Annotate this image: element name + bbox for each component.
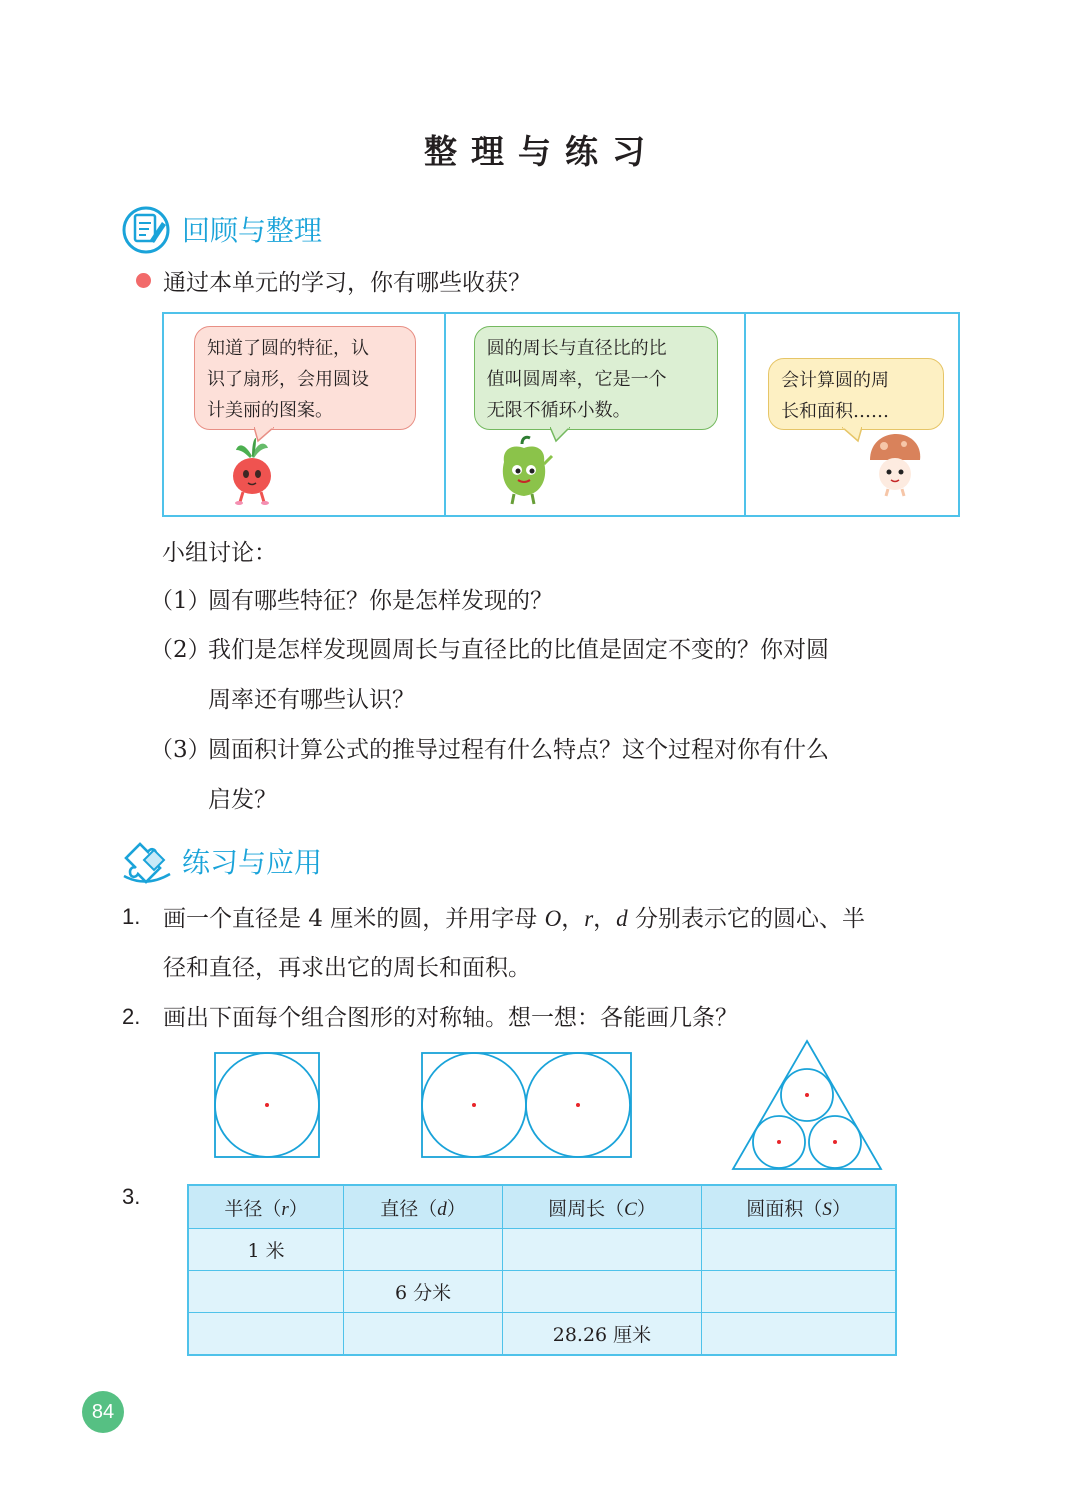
exercise-1	[163, 894, 865, 993]
header-area	[702, 1185, 896, 1229]
header-close: ）	[288, 1197, 308, 1220]
bubble-2-line-2: 值叫圆周率，它是一个	[486, 369, 667, 390]
radish-character-icon	[222, 434, 282, 506]
item-text-cont: 周率还有哪些认识？	[208, 687, 415, 713]
bubble-3-line-1: 会计算圆的周	[781, 370, 890, 391]
var-d: d	[616, 906, 628, 931]
header-diameter	[344, 1185, 503, 1229]
bubble-3-line-2: 长和面积……	[781, 401, 890, 422]
table-cell	[702, 1229, 896, 1271]
speech-bubble-1	[194, 326, 416, 430]
review-box	[162, 312, 960, 517]
exercise-1-number: 1.	[122, 904, 141, 929]
item-number: （2）	[150, 637, 211, 663]
mushroom-character-icon	[864, 432, 926, 498]
header-radius	[188, 1185, 344, 1229]
item-text: 圆面积计算公式的推导过程有什么特点？这个过程对你有什么	[208, 737, 829, 763]
center-dot	[265, 1103, 269, 1107]
header-var: C	[624, 1198, 637, 1220]
item-text-cont: 启发？	[208, 787, 277, 813]
practice-section-header	[120, 836, 322, 886]
notebook-pencil-icon	[120, 204, 174, 254]
exercise-1-line-2: 径和直径，再求出它的周长和面积。	[163, 955, 531, 981]
table-cell: 6 分米	[344, 1271, 503, 1313]
bubble-tail-icon	[842, 427, 862, 443]
page-title: 整理与练习	[424, 132, 659, 171]
table-cell	[502, 1229, 701, 1271]
bubble-2-line-3: 无限不循环小数。	[486, 400, 631, 421]
header-text: 圆周长（	[548, 1197, 625, 1220]
center-dot	[576, 1103, 580, 1107]
discussion-heading: 小组讨论：	[162, 540, 277, 566]
header-text: 半径（	[224, 1197, 282, 1220]
bullet-dot-icon	[136, 273, 151, 288]
table-row	[188, 1271, 896, 1313]
exercise-3-number: 3.	[122, 1184, 141, 1209]
figure-circle-in-square	[213, 1051, 323, 1161]
center-dot	[805, 1093, 809, 1097]
center-dot	[777, 1140, 781, 1144]
table-cell	[188, 1313, 344, 1356]
separator: ，	[593, 906, 617, 932]
review-heading: 回顾与整理	[182, 214, 323, 247]
header-circumference	[502, 1185, 701, 1229]
var-r: r	[584, 906, 594, 931]
discussion-item-3	[150, 725, 829, 825]
table-row	[188, 1313, 896, 1356]
table-cell	[344, 1313, 503, 1356]
table-cell	[702, 1271, 896, 1313]
table-cell: 1 米	[188, 1229, 344, 1271]
var-o: O	[544, 906, 562, 931]
bubble-1-line-3: 计美丽的图案。	[207, 400, 333, 421]
table-row	[188, 1229, 896, 1271]
speech-bubble-3	[768, 358, 944, 430]
discussion-item-1	[150, 576, 553, 626]
review-prompt-line	[136, 264, 531, 297]
bubble-1-line-1: 知道了圆的特征，认	[207, 338, 369, 359]
header-close: ）	[831, 1197, 851, 1220]
review-cell-2	[444, 314, 744, 515]
circle-measurements-table	[187, 1184, 897, 1356]
bubble-2-line-1: 圆的周长与直径比的比	[486, 338, 667, 359]
practice-heading: 练习与应用	[182, 846, 323, 879]
center-dot	[472, 1103, 476, 1107]
exercise-2-number: 2.	[122, 1004, 141, 1029]
figure-two-circles-in-rectangle	[420, 1051, 634, 1161]
item-number: （3）	[150, 737, 211, 763]
figure-three-circles-in-triangle	[730, 1038, 884, 1172]
header-var: S	[822, 1198, 832, 1220]
pepper-character-icon	[490, 434, 560, 506]
header-var: d	[437, 1198, 447, 1220]
header-var: r	[281, 1198, 289, 1220]
exercise-1-text-end: 分别表示它的圆心、半	[627, 906, 865, 932]
discussion-item-2	[150, 625, 829, 725]
exercise-1-text: 画一个直径是 4 厘米的圆，并用字母	[163, 906, 545, 932]
table-cell: 28.26 厘米	[502, 1313, 701, 1356]
item-text: 我们是怎样发现圆周长与直径比的比值是固定不变的？你对圆	[208, 637, 829, 663]
exercise-2: 画出下面每个组合图形的对称轴。想一想：各能画几条？	[163, 1005, 738, 1031]
table-cell	[702, 1313, 896, 1356]
header-close: ）	[446, 1197, 466, 1220]
review-cell-3	[744, 314, 958, 515]
speech-bubble-2	[474, 326, 718, 430]
page-number-badge: 84	[82, 1391, 124, 1433]
table-cell	[188, 1271, 344, 1313]
table-header-row	[188, 1185, 896, 1229]
puzzle-icon	[120, 836, 174, 886]
header-text: 直径（	[380, 1197, 438, 1220]
table-cell	[502, 1271, 701, 1313]
review-section-header	[120, 204, 322, 254]
center-dot	[833, 1140, 837, 1144]
item-number: （1）	[150, 588, 211, 614]
item-text: 圆有哪些特征？你是怎样发现的？	[208, 588, 553, 614]
separator: ，	[561, 906, 585, 932]
table-cell	[344, 1229, 503, 1271]
header-text: 圆面积（	[746, 1197, 823, 1220]
review-prompt: 通过本单元的学习，你有哪些收获？	[163, 270, 531, 296]
review-cell-1	[164, 314, 444, 515]
bubble-1-line-2: 识了扇形，会用圆设	[207, 369, 369, 390]
header-close: ）	[636, 1197, 656, 1220]
